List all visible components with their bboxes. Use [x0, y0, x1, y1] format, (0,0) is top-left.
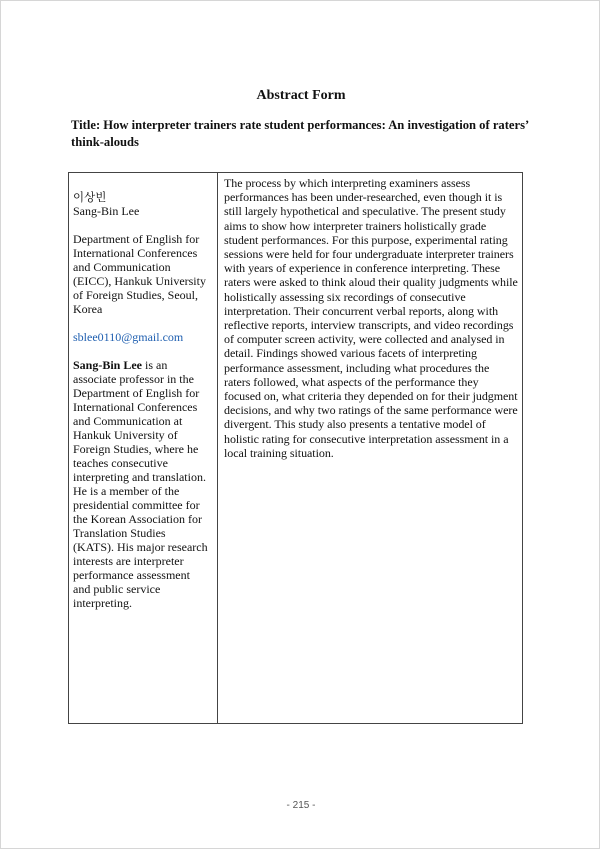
abstract-text: The process by which interpreting examiners assess performances has been under-researched, even though it is still largely hypothetical and speculative. The present study aims to show how interpreter trainers holistically grade student performances. For this purpose, experimental rating sessions were held for four undergraduate interpreter trainers with years of experience in conference interpreting. These raters were asked to think aloud their quality judgments while holistically assessing six recordings of consecutive interpretation. Their concurrent verbal reports, along with reflective reports, interview transcripts, and video recordings of computer screen activity, were collected and analysed in detail. Findings showed various facets of interpreting performance assessment, including what procedures the raters followed, what aspects of the performance they focused on, what criteria they depended on for their judgment decisions, and why two ratings of the same performance were divergent. This study also presents a tentative model of holistic rating for consecutive interpretation assessment in a local training situation. — [224, 176, 518, 460]
author-info-column — [73, 190, 209, 624]
author-bio — [73, 358, 209, 610]
paper-title: Title: How interpreter trainers rate student performances: An investigation of raters’ think-alouds — [71, 118, 529, 149]
author-affiliation: Department of English for International Conferences and Communication (EICC), Hankuk University of Foreign Studies, Seoul, Korea — [73, 232, 206, 316]
bio-text: is an associate professor in the Department of English for International Conferences and Communication at Hankuk University of Foreign Studies, where he teaches consecutive interpreting and translation. He is a member of the presidential committee for the Korean Association for Translation Studies (KATS). His major research interests are interpreter performance assessment and public service interpreting. — [73, 358, 208, 610]
bio-name: Sang-Bin Lee — [73, 358, 143, 372]
column-divider — [217, 173, 218, 723]
author-email-link[interactable]: sblee0110@gmail.com — [73, 330, 184, 344]
author-names — [73, 190, 209, 218]
author-name-english: Sang-Bin Lee — [73, 204, 140, 218]
form-heading: Abstract Form — [256, 88, 346, 103]
abstract-form-table — [68, 172, 523, 724]
author-name-korean: 이상빈 — [73, 190, 107, 204]
page-number: - 215 - — [286, 800, 316, 811]
